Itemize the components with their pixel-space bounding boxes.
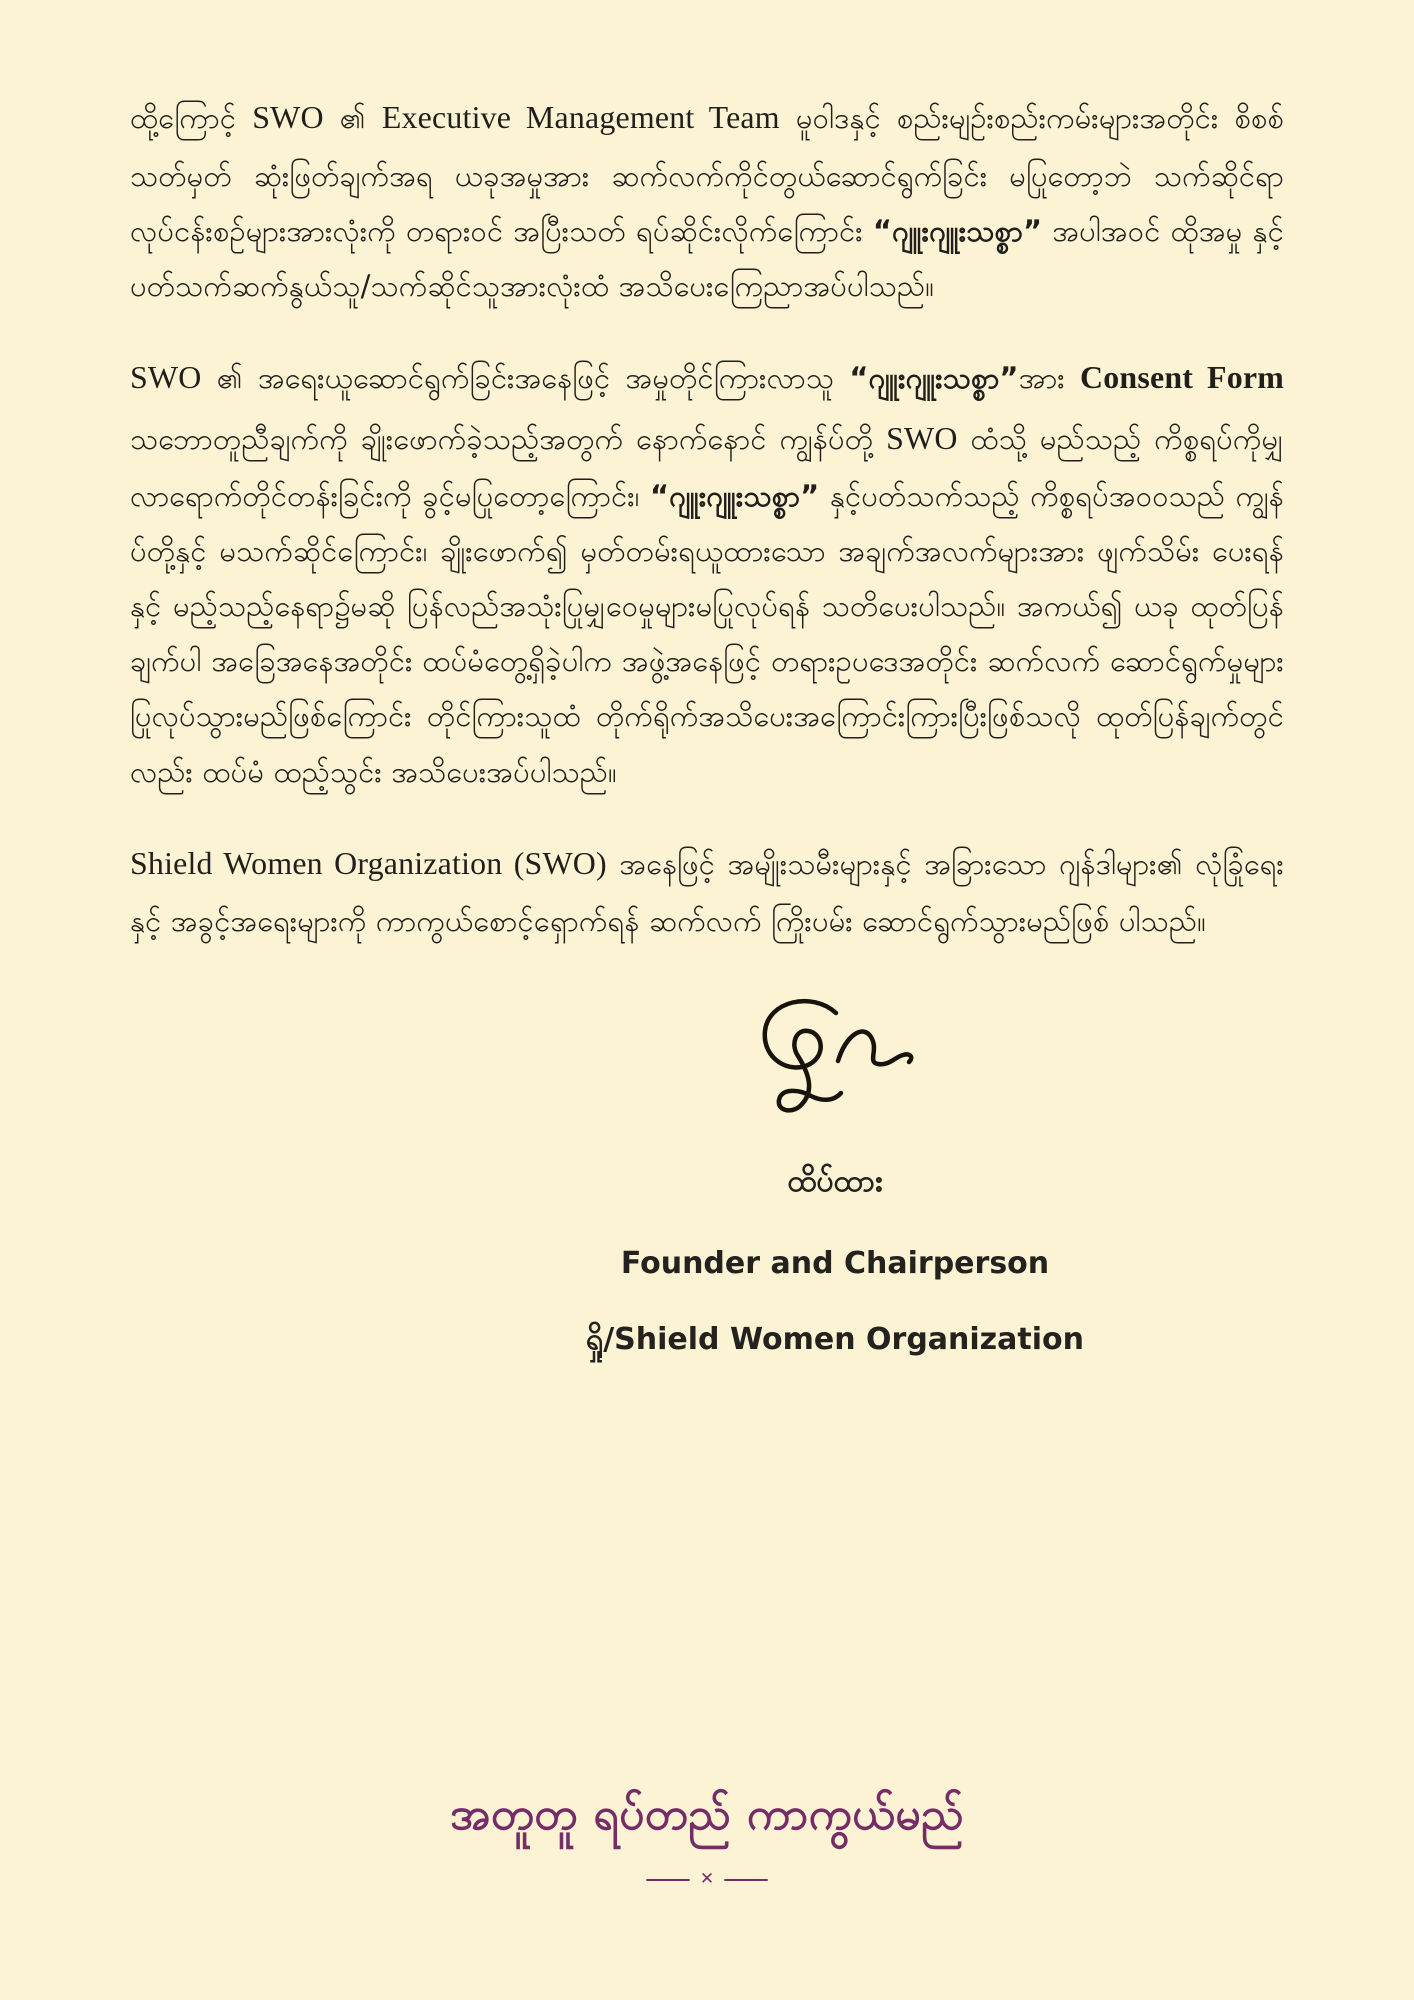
letter-body [130, 88, 1284, 983]
text-segment: အပါအဝင် ထိုအမှု နှင့် ပတ်သက်ဆက်နွယ်သူ/သက်ဆိုင်သူအားလုံးထံ အသိပေးကြေညာအပ်ပါသည်။ [130, 213, 1284, 303]
text-segment: Shield Women Organization (SWO) [130, 845, 607, 881]
signature-image [750, 997, 920, 1135]
text-segment: အနေဖြင့် အမျိုးသမီးများနှင့် အခြားသော ဂျန်ဒါများ၏ လုံခြုံရေးနှင့် အခွင့်အရေးများကို ကာကွယ်စောင့်ရှောက်ရန် ဆက်လက် ကြိုးပမ်း ဆောင်ရွက်သွားမည်ဖြစ် ပါသည်။ [130, 846, 1284, 939]
signature-block [525, 997, 1145, 1364]
text-segment: ၏ [323, 101, 382, 135]
text-segment: သဘောတူညီချက်ကို ချိုးဖောက်ခဲ့သည့်အတွက် နောက်နောင် ကျွန်ပ်တို့ [130, 421, 887, 456]
text-segment: SWO [886, 420, 958, 456]
text-segment: ထို့ကြောင့် [130, 101, 253, 135]
text-segment: ၏ အရေးယူဆောင်ရွက်ခြင်းအနေဖြင့် အမှုတိုင်ကြားလာသူ [201, 360, 850, 395]
paragraph-1 [130, 88, 1284, 314]
text-segment: Consent Form [1080, 359, 1285, 395]
text-segment: SWO [252, 100, 324, 135]
text-segment: အား [1018, 360, 1081, 395]
footer-slogan: အတူတူ ရပ်တည် ကာကွယ်မည် [449, 1789, 965, 1840]
text-segment: Executive Management Team [381, 100, 780, 135]
page-footer [130, 1787, 1284, 1888]
paragraph-2 [130, 348, 1284, 800]
ornament-line-right [724, 1879, 768, 1881]
text-segment: SWO [130, 359, 202, 395]
text-segment: နှင့်ပတ်သက်သည့် ကိစ္စရပ်အဝဝသည် ကျွန်ပ်တို့နှင့် မသက်ဆိုင်ကြောင်း၊ ချိုးဖောက်၍ မှတ်တမ်းရယူထားသော အချက်အလက်များအား ဖျက်သိမ်း ပေးရန်နှင့် မည့်သည့်နေရာ၌မဆို ပြန်လည်အသုံးပြုမျှဝေမှုများမပြုလုပ်ရန် သတိပေးပါသည်။ အကယ်၍ ယခု ထုတ်ပြန်ချက်ပါ အခြေအနေအတိုင်း ထပ်မံတွေ့ရှိခဲ့ပါက အဖွဲ့အနေဖြင့် တရားဥပဒေအတိုင်း ဆက်လက် ဆောင်ရွက်မှုများ ပြုလုပ်သွားမည်ဖြစ်ကြောင်း တိုင်ကြားသူထံ တိုက်ရိုက်အသိပေးအကြောင်းကြားပြီးဖြစ်သလို ထုတ်ပြန်ချက်တွင်လည်း ထပ်မံ ထည့်သွင်း အသိပေးအပ်ပါသည်။ [130, 479, 1284, 789]
signature-title: Founder and Chairperson [620, 1246, 1050, 1282]
paragraph-3 [130, 834, 1284, 950]
ornament-cross-icon: ✕ [699, 1869, 715, 1889]
signature-organization: ရှို/Shield Women Organization [586, 1322, 1084, 1358]
ornament-line-left [646, 1879, 690, 1881]
text-segment: “ဂျူးဂျူးသစ္စာ” [872, 213, 1043, 248]
signature-stamp-label: ထိပ်ထား [787, 1164, 883, 1200]
text-segment: ထံသို့ မည်သည့် ကိစ္စရပ်ကိုမျှ လာရောက်တိုင်တန်းခြင်းကို ခွင့်မပြုတော့ကြောင်း၊ [130, 421, 1284, 514]
footer-ornament-divider [130, 1871, 1284, 1888]
text-segment: မူဝါဒနှင့် စည်းမျဉ်းစည်းကမ်းများအတိုင်း စိစစ် သတ်မှတ် ဆုံးဖြတ်ချက်အရ ယခုအမှုအား ဆက်လက်ကိုင်တွယ်ဆောင်ရွက်ခြင်း မပြုတော့ဘဲ သက်ဆိုင်ရာ လုပ်ငန်းစဉ်များအားလုံးကို တရားဝင် အပြီးသတ် ရပ်ဆိုင်းလိုက်ကြောင်း [130, 101, 1284, 248]
text-segment: “ဂျူးဂျူးသစ္စာ” [650, 479, 820, 514]
text-segment: “ဂျူးဂျူးသစ္စာ” [849, 360, 1019, 395]
